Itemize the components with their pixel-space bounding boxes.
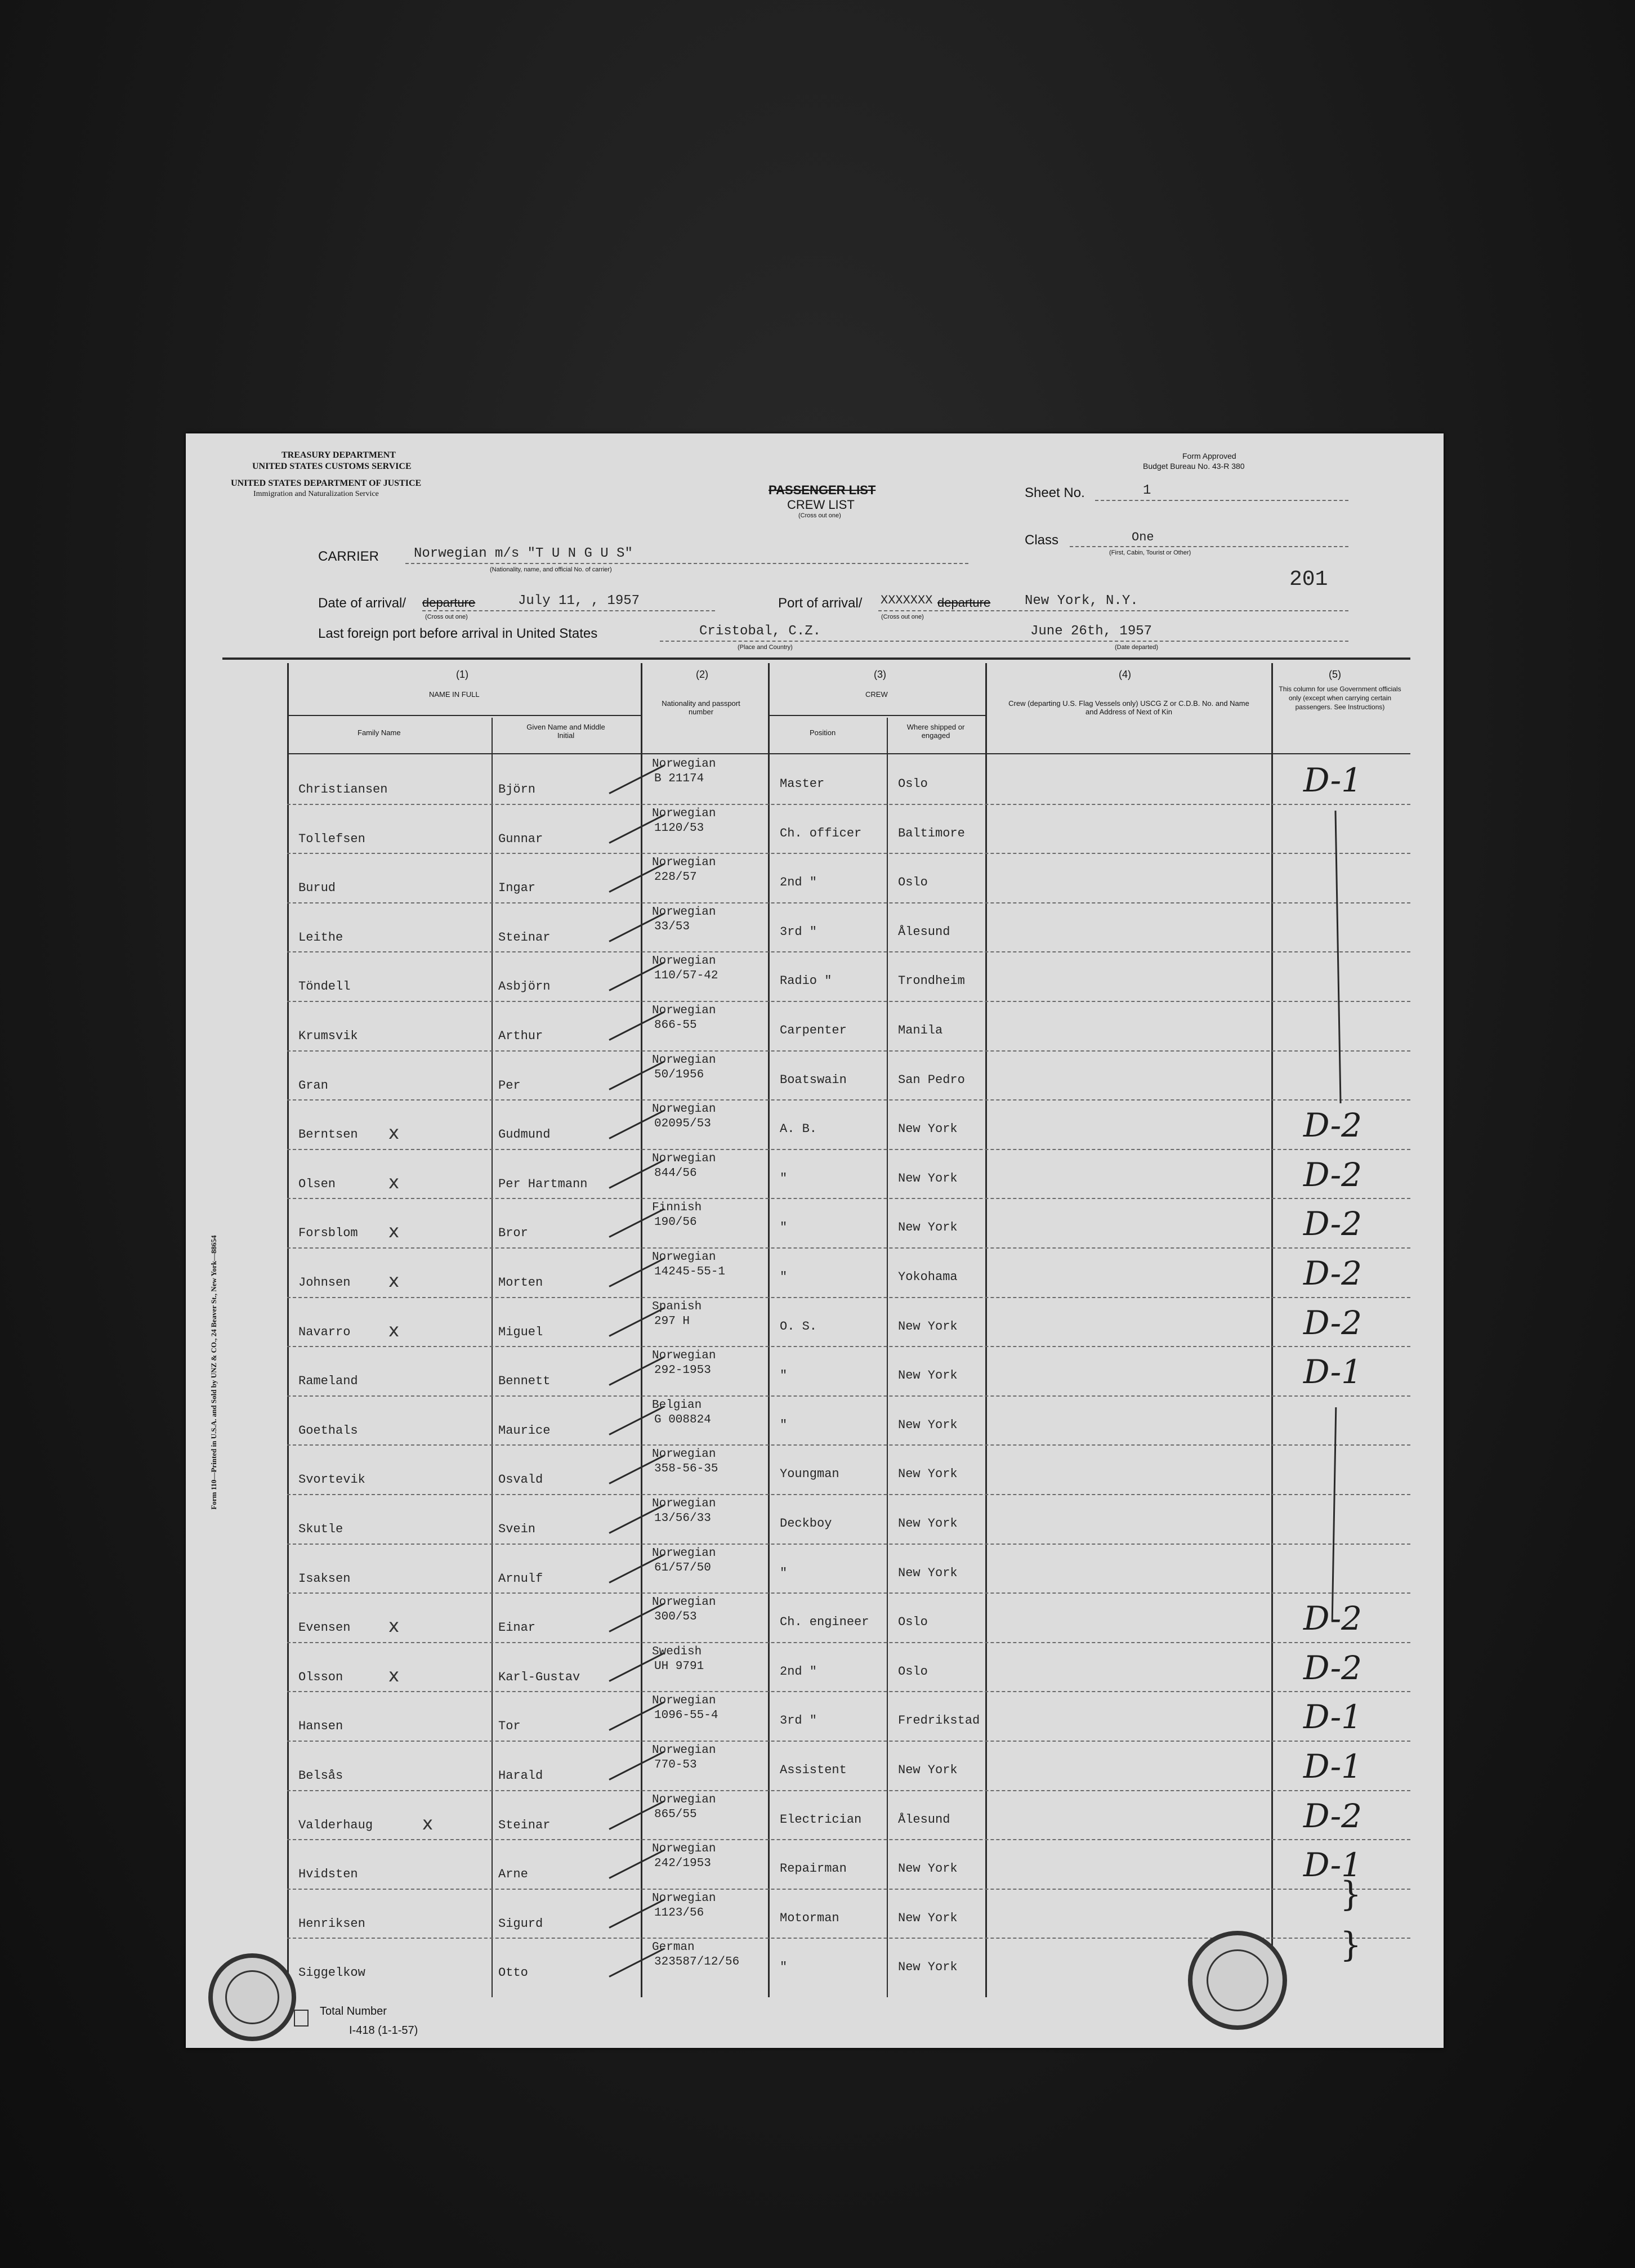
- passenger-list-struck: PASSENGER LIST: [769, 483, 876, 497]
- nationality: Norwegian: [652, 1793, 716, 1806]
- passport-number: 1123/56: [654, 1906, 704, 1920]
- carrier-value: Norwegian m/s "T U N G U S": [414, 546, 633, 561]
- form-code: I-418 (1-1-57): [349, 2024, 418, 2037]
- given-name: Arthur: [498, 1029, 543, 1043]
- given-name: Osvald: [498, 1473, 543, 1487]
- last-port-value: Cristobal, C.Z.: [699, 624, 821, 639]
- shipped-where: New York: [898, 1763, 958, 1777]
- date-label: Date of arrival/: [318, 596, 406, 611]
- family-name: Navarro: [298, 1325, 351, 1339]
- given-name: Arnulf: [498, 1571, 543, 1586]
- row-separator: [287, 951, 1410, 952]
- header-rule: [222, 657, 1410, 660]
- position: 3rd ": [780, 924, 818, 939]
- balboa-stamp-right: [1188, 1931, 1287, 2030]
- nationality: Belgian: [652, 1398, 702, 1412]
- position: Boatswain: [780, 1072, 847, 1087]
- row-separator: [287, 1839, 1410, 1840]
- given-name: Arne: [498, 1867, 528, 1882]
- col-given-header: Given Name and Middle Initial: [526, 723, 605, 740]
- doc-number: 201: [1289, 567, 1328, 592]
- col-line-6: [985, 663, 987, 1997]
- shipped-where: Trondheim: [898, 974, 965, 988]
- passport-number: 866-55: [654, 1019, 697, 1032]
- row-separator: [287, 1149, 1410, 1150]
- family-name: Valderhaug: [298, 1818, 373, 1832]
- port-value: New York, N.Y.: [1025, 593, 1138, 609]
- cross-mark: x: [388, 1220, 399, 1242]
- position: 2nd ": [780, 1664, 818, 1679]
- given-name: Miguel: [498, 1325, 543, 1339]
- col-line-1: [287, 663, 289, 1997]
- col1-num: (1): [456, 669, 468, 680]
- col2-title: Nationality and passport number: [662, 699, 740, 716]
- crew-list-title: CREW LIST: [787, 498, 855, 512]
- carrier-label: CARRIER: [318, 549, 379, 564]
- carrier-caption: (Nationality, name, and official No. of carrier): [490, 566, 612, 573]
- given-name: Steinar: [498, 1818, 551, 1832]
- position: ": [780, 1960, 788, 1975]
- given-name: Morten: [498, 1276, 543, 1290]
- crew-list-sheet: [186, 433, 1444, 2048]
- nationality: Norwegian: [652, 1891, 716, 1905]
- budget-bureau: Budget Bureau No. 43-R 380: [1143, 462, 1245, 471]
- passport-number: 865/55: [654, 1808, 697, 1821]
- header-bottom-rule: [287, 753, 1410, 754]
- shipped-where: Oslo: [898, 1615, 928, 1630]
- shipped-where: New York: [898, 1565, 958, 1580]
- cross-mark: x: [388, 1171, 399, 1193]
- row-separator: [287, 804, 1410, 805]
- position: ": [780, 1565, 788, 1580]
- passport-number: 33/53: [654, 920, 690, 933]
- position: Ch. officer: [780, 826, 862, 840]
- given-name: Gudmund: [498, 1128, 551, 1142]
- row-separator: [287, 1642, 1410, 1643]
- shipped-where: New York: [898, 1417, 958, 1432]
- row-separator: [287, 1099, 1410, 1101]
- bracket-group-3: }: [1340, 1875, 1362, 1914]
- row-separator: [287, 1741, 1410, 1742]
- shipped-where: Ålesund: [898, 924, 950, 939]
- cross-mark: x: [388, 1122, 399, 1144]
- given-name: Gunnar: [498, 831, 543, 846]
- class-caption: (First, Cabin, Tourist or Other): [1109, 549, 1191, 556]
- class-label: Class: [1025, 533, 1059, 548]
- col-line-7: [1271, 663, 1273, 1997]
- passport-number: 190/56: [654, 1216, 697, 1229]
- family-name: Hvidsten: [298, 1867, 358, 1882]
- col-line-4: [768, 663, 770, 1997]
- bracket-group-4: }: [1340, 1925, 1362, 1965]
- last-port-caption: (Place and Country): [738, 644, 793, 651]
- cross-mark: x: [388, 1615, 399, 1637]
- family-name: Tollefsen: [298, 831, 365, 846]
- official-note: D-2: [1303, 1303, 1362, 1342]
- family-name: Skutle: [298, 1522, 343, 1536]
- given-name: Per: [498, 1078, 521, 1093]
- official-note: D-1: [1303, 1747, 1362, 1786]
- family-name: Evensen: [298, 1621, 351, 1635]
- port-line: [878, 610, 1348, 611]
- row-separator: [287, 1889, 1410, 1890]
- passport-number: 297 H: [654, 1314, 690, 1328]
- row-separator: [287, 1544, 1410, 1545]
- family-name: Belsås: [298, 1769, 343, 1783]
- nationality: Norwegian: [652, 1004, 716, 1017]
- sheet-no: 1: [1143, 483, 1151, 498]
- family-name: Henriksen: [298, 1916, 365, 1931]
- row-separator: [287, 1395, 1410, 1397]
- departed-caption: (Date departed): [1115, 644, 1159, 651]
- shipped-where: New York: [898, 1862, 958, 1876]
- given-name: Maurice: [498, 1423, 551, 1438]
- row-separator: [287, 1297, 1410, 1298]
- total-label: Total Number: [320, 2005, 387, 2018]
- departed-value: June 26th, 1957: [1030, 624, 1152, 639]
- family-name: Forsblom: [298, 1226, 358, 1241]
- passport-number: 1120/53: [654, 821, 704, 835]
- passport-number: 844/56: [654, 1166, 697, 1180]
- family-name: Isaksen: [298, 1571, 351, 1586]
- nationality: Norwegian: [652, 1546, 716, 1560]
- given-name: Asbjörn: [498, 979, 551, 994]
- position: 2nd ": [780, 875, 818, 890]
- col-line-5: [887, 718, 888, 1997]
- shipped-where: Oslo: [898, 875, 928, 890]
- official-note: D-1: [1303, 1353, 1362, 1392]
- passport-number: 61/57/50: [654, 1561, 711, 1574]
- col5-num: (5): [1329, 669, 1341, 680]
- passport-number: UH 9791: [654, 1659, 704, 1673]
- col-family-header: Family Name: [358, 728, 401, 737]
- given-name: Steinar: [498, 930, 551, 945]
- last-port-label: Last foreign port before arrival in United States: [318, 626, 598, 641]
- family-name: Töndell: [298, 979, 351, 994]
- col-where-header: Where shipped or engaged: [906, 723, 965, 740]
- nationality: Norwegian: [652, 758, 716, 771]
- date-struck: departure: [422, 596, 476, 610]
- family-name: Rameland: [298, 1374, 358, 1389]
- form-approved: Form Approved: [1182, 451, 1236, 460]
- shipped-where: New York: [898, 1960, 958, 1975]
- row-separator: [287, 853, 1410, 854]
- side-print: Form 110—Printed in U.S.A. and Sold by UNZ & CO., 24 Beaver St., New York—88654: [209, 1235, 218, 1510]
- nationality: Norwegian: [652, 955, 716, 968]
- nationality: Norwegian: [652, 1596, 716, 1609]
- position: Youngman: [780, 1467, 839, 1482]
- family-name: Olsson: [298, 1670, 343, 1684]
- shipped-where: New York: [898, 1171, 958, 1186]
- position: Carpenter: [780, 1023, 847, 1037]
- col-line-2: [492, 718, 493, 1997]
- official-note: D-2: [1303, 1106, 1362, 1145]
- header-subrule-1: [287, 715, 641, 716]
- port-xxx: XXXXXXX: [881, 593, 933, 607]
- bracket-group-1: [1334, 811, 1341, 1103]
- list-cross-out: (Cross out one): [798, 512, 841, 519]
- passport-number: 300/53: [654, 1611, 697, 1624]
- position: Assistent: [780, 1763, 847, 1777]
- family-name: Krumsvik: [298, 1029, 358, 1043]
- passport-number: 14245-55-1: [654, 1265, 726, 1278]
- nationality: Norwegian: [652, 1842, 716, 1856]
- shipped-where: New York: [898, 1517, 958, 1531]
- family-name: Gran: [298, 1078, 328, 1093]
- port-label: Port of arrival/: [778, 596, 863, 611]
- passport-number: B 21174: [654, 772, 704, 785]
- position: Repairman: [780, 1862, 847, 1876]
- official-note: D-2: [1303, 1796, 1362, 1835]
- nationality: Spanish: [652, 1300, 702, 1313]
- last-port-line: [660, 641, 1348, 642]
- date-value: July 11, , 1957: [518, 593, 640, 609]
- row-separator: [287, 1494, 1410, 1495]
- position: Deckboy: [780, 1517, 832, 1531]
- nationality: Norwegian: [652, 1694, 716, 1708]
- passport-number: 292-1953: [654, 1364, 711, 1377]
- nationality: Finnish: [652, 1201, 702, 1215]
- cross-mark: x: [388, 1270, 399, 1291]
- shipped-where: San Pedro: [898, 1072, 965, 1087]
- given-name: Bennett: [498, 1374, 551, 1389]
- row-separator: [287, 1001, 1410, 1002]
- dept-line-2: UNITED STATES CUSTOMS SERVICE: [252, 462, 412, 471]
- shipped-where: New York: [898, 1467, 958, 1482]
- row-separator: [287, 1592, 1410, 1594]
- given-name: Sigurd: [498, 1916, 543, 1931]
- col4-num: (4): [1119, 669, 1131, 680]
- official-note: D-2: [1303, 1648, 1362, 1687]
- official-note: D-2: [1303, 1254, 1362, 1292]
- family-name: Christiansen: [298, 782, 388, 797]
- shipped-where: Ålesund: [898, 1812, 950, 1827]
- given-name: Otto: [498, 1966, 528, 1980]
- shipped-where: Oslo: [898, 1664, 928, 1679]
- row-separator: [287, 1346, 1410, 1347]
- shipped-where: Manila: [898, 1023, 943, 1037]
- header-subrule-3: [768, 715, 985, 716]
- nationality: Norwegian: [652, 1448, 716, 1461]
- family-name: Siggelkow: [298, 1966, 365, 1980]
- nationality: Norwegian: [652, 1497, 716, 1510]
- class-value: One: [1132, 530, 1154, 544]
- col1-title: NAME IN FULL: [429, 690, 480, 699]
- passport-number: G 008824: [654, 1413, 711, 1426]
- cross-mark: x: [422, 1812, 433, 1834]
- date-caption: (Cross out one): [425, 614, 468, 620]
- position: Radio ": [780, 974, 832, 988]
- position: O. S.: [780, 1319, 818, 1334]
- balboa-stamp-left: [208, 1953, 296, 2041]
- passport-number: 358-56-35: [654, 1462, 718, 1476]
- cross-mark: x: [388, 1664, 399, 1686]
- nationality: Norwegian: [652, 1349, 716, 1363]
- given-name: Bror: [498, 1226, 528, 1241]
- family-name: Olsen: [298, 1177, 336, 1191]
- cross-mark: x: [388, 1319, 399, 1341]
- date-line: [422, 610, 715, 611]
- shipped-where: New York: [898, 1220, 958, 1235]
- port-caption: (Cross out one): [881, 614, 924, 620]
- col-position-header: Position: [810, 728, 836, 737]
- family-name: Burud: [298, 881, 336, 896]
- shipped-where: Fredrikstad: [898, 1714, 980, 1728]
- shipped-where: Oslo: [898, 777, 928, 791]
- nationality: Norwegian: [652, 1053, 716, 1067]
- dept-line-4: Immigration and Naturalization Service: [253, 490, 379, 498]
- position: Ch. engineer: [780, 1615, 869, 1630]
- position: Motorman: [780, 1911, 839, 1925]
- col3-title: CREW: [865, 690, 888, 699]
- position: ": [780, 1368, 788, 1383]
- col5-title: This column for use Government officials only (except when carrying certain passengers. See Instructions): [1279, 685, 1401, 711]
- nationality: Norwegian: [652, 807, 716, 820]
- position: ": [780, 1417, 788, 1432]
- nationality: Norwegian: [652, 905, 716, 919]
- shipped-where: Yokohama: [898, 1270, 958, 1284]
- position: Master: [780, 777, 825, 791]
- family-name: Berntsen: [298, 1128, 358, 1142]
- given-name: Tor: [498, 1719, 521, 1734]
- passport-number: 228/57: [654, 871, 697, 884]
- nationality: Norwegian: [652, 1152, 716, 1165]
- nationality: Swedish: [652, 1645, 702, 1658]
- position: A. B.: [780, 1122, 818, 1137]
- row-separator: [287, 1198, 1410, 1199]
- shipped-where: New York: [898, 1122, 958, 1137]
- position: ": [780, 1171, 788, 1186]
- col-line-3: [641, 663, 642, 1997]
- carrier-line: [405, 563, 968, 564]
- row-separator: [287, 1691, 1410, 1692]
- passport-number: 1096-55-4: [654, 1709, 718, 1723]
- sheet-label: Sheet No.: [1025, 485, 1085, 500]
- official-note: D-2: [1303, 1155, 1362, 1194]
- given-name: Ingar: [498, 881, 536, 896]
- passport-number: 50/1956: [654, 1068, 704, 1081]
- official-note: D-1: [1303, 1846, 1362, 1885]
- position: ": [780, 1270, 788, 1284]
- passport-number: 13/56/33: [654, 1512, 711, 1525]
- family-name: Hansen: [298, 1719, 343, 1734]
- passport-number: 110/57-42: [654, 969, 718, 983]
- row-separator: [287, 902, 1410, 903]
- row-separator: [287, 1444, 1410, 1446]
- port-struck: departure: [937, 596, 991, 610]
- col2-num: (2): [696, 669, 708, 680]
- official-note: D-2: [1303, 1599, 1362, 1638]
- family-name: Svortevik: [298, 1473, 365, 1487]
- given-name: Harald: [498, 1769, 543, 1783]
- nationality: German: [652, 1941, 695, 1954]
- passport-number: 242/1953: [654, 1857, 711, 1871]
- shipped-where: New York: [898, 1319, 958, 1334]
- nationality: Norwegian: [652, 1103, 716, 1116]
- shipped-where: New York: [898, 1911, 958, 1925]
- position: Electrician: [780, 1812, 862, 1827]
- family-name: Johnsen: [298, 1276, 351, 1290]
- passport-number: 770-53: [654, 1759, 697, 1772]
- family-name: Goethals: [298, 1423, 358, 1438]
- sheet-line: [1095, 500, 1348, 501]
- nationality: Norwegian: [652, 1744, 716, 1757]
- nationality: Norwegian: [652, 1251, 716, 1264]
- class-line: [1070, 546, 1348, 547]
- row-separator: [287, 1050, 1410, 1052]
- nationality: Norwegian: [652, 856, 716, 870]
- row-separator: [287, 1247, 1410, 1249]
- shipped-where: Baltimore: [898, 826, 965, 840]
- col4-title: Crew (departing U.S. Flag Vessels only) USCG Z or C.D.B. No. and Name and Address of Next of Kin: [1008, 699, 1249, 716]
- given-name: Karl-Gustav: [498, 1670, 580, 1684]
- official-note: D-1: [1303, 761, 1362, 799]
- passport-number: 02095/53: [654, 1117, 711, 1131]
- dept-line-1: TREASURY DEPARTMENT: [282, 450, 396, 460]
- passport-number: 323587/12/56: [654, 1956, 740, 1969]
- shipped-where: New York: [898, 1368, 958, 1383]
- family-name: Leithe: [298, 930, 343, 945]
- position: 3rd ": [780, 1714, 818, 1728]
- position: ": [780, 1220, 788, 1235]
- col3-num: (3): [874, 669, 886, 680]
- official-note: D-1: [1303, 1698, 1362, 1737]
- bracket-group-2: [1332, 1407, 1337, 1621]
- dept-line-3: UNITED STATES DEPARTMENT OF JUSTICE: [231, 478, 422, 488]
- given-name: Svein: [498, 1522, 536, 1536]
- row-separator: [287, 1790, 1410, 1791]
- total-box: [294, 2010, 309, 2027]
- given-name: Per Hartmann: [498, 1177, 588, 1191]
- given-name: Einar: [498, 1621, 536, 1635]
- official-note: D-2: [1303, 1205, 1362, 1243]
- given-name: Björn: [498, 782, 536, 797]
